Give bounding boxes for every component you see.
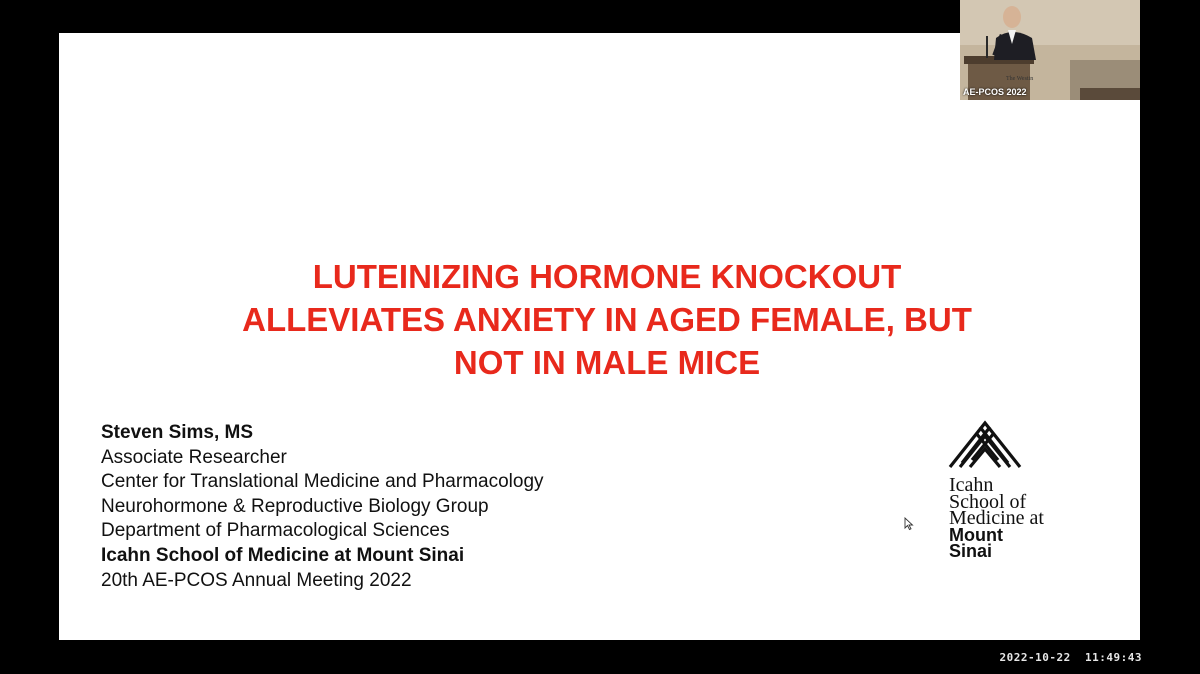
logo-line-2: School of — [949, 490, 1027, 513]
slide-title-line-2: ALLEVIATES ANXIETY IN AGED FEMALE, BUT — [242, 301, 972, 338]
logo-line-1: Icahn — [949, 474, 994, 496]
presenter-name: Steven Sims, MS — [101, 422, 254, 443]
logo-line-5: Sinai — [949, 541, 993, 561]
mount-sinai-logo — [947, 419, 1097, 589]
slide-title-line-3: NOT IN MALE MICE — [453, 344, 761, 381]
logo-line-3: Medicine at — [949, 507, 1044, 529]
presenter-group: Neurohormone & Reproductive Biology Group — [101, 495, 489, 517]
recording-timestamp: 2022-10-22 11:49:43 — [999, 651, 1142, 664]
presenter-department: Department of Pharmacological Sciences — [101, 520, 450, 542]
presentation-slide — [59, 33, 1140, 640]
presenter-info — [101, 421, 544, 593]
venue-sign: The Westin — [1006, 76, 1034, 82]
presenter-role: Associate Researcher — [101, 446, 287, 468]
slide-title-line-1: LUTEINIZING HORMONE KNOCKOUT — [312, 258, 902, 295]
logo-wordmark — [949, 474, 1044, 561]
speaker-video-image — [960, 0, 1140, 100]
speaker-webcam-feed — [960, 0, 1140, 100]
presenter-institution: Icahn School of Medicine at Mount Sinai — [101, 544, 465, 566]
logo-line-4: Mount — [949, 524, 1003, 545]
presenter-event: 20th AE-PCOS Annual Meeting 2022 — [101, 569, 412, 591]
mouse-pointer-icon — [904, 517, 914, 531]
mount-sinai-mountain-icon — [948, 419, 1022, 469]
presenter-center: Center for Translational Medicine and Pharmacology — [101, 471, 544, 493]
slide-title — [59, 255, 1155, 384]
event-badge: AE-PCOS 2022 — [963, 87, 1027, 97]
